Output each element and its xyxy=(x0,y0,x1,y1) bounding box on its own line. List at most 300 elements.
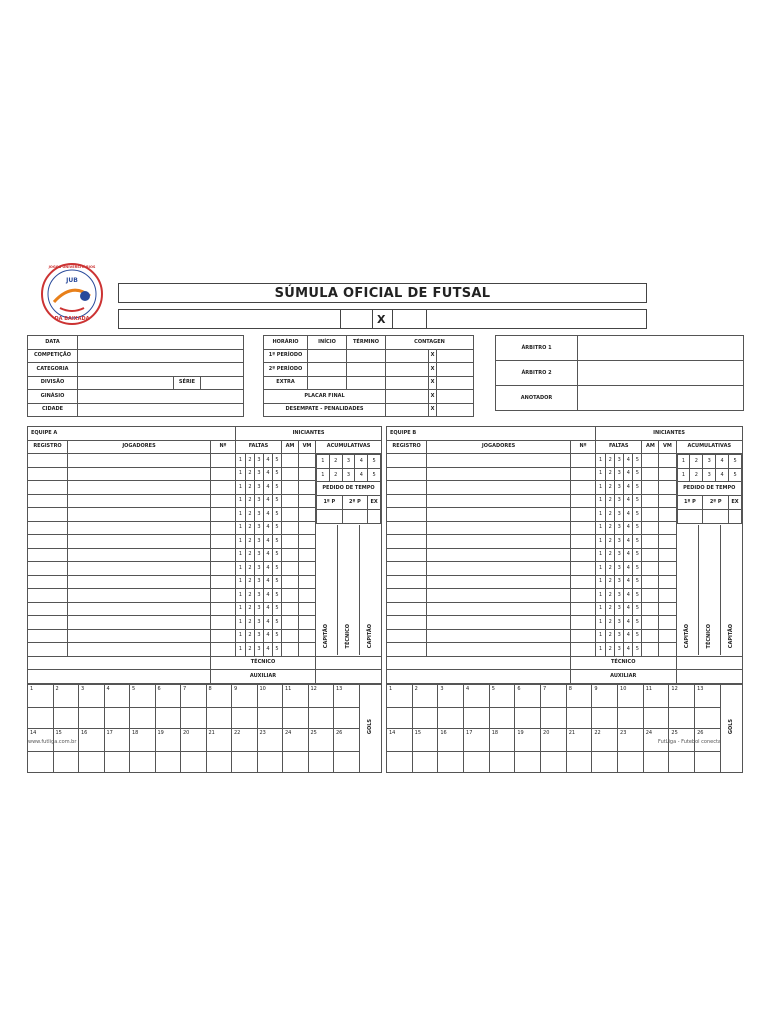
foul-box[interactable]: 2 xyxy=(246,643,255,657)
goal-mark[interactable] xyxy=(53,751,79,772)
goal-box[interactable]: 13 xyxy=(695,684,721,707)
goal-box[interactable]: 14 xyxy=(28,728,54,751)
acumulativa-box[interactable]: 5 xyxy=(729,468,742,482)
acumulativa-box[interactable]: 1 xyxy=(317,455,330,469)
foul-box[interactable]: 2 xyxy=(246,602,255,616)
divisao-field[interactable] xyxy=(78,376,174,390)
jogador-cell[interactable] xyxy=(68,467,211,481)
acumulativa-box[interactable]: 4 xyxy=(355,455,368,469)
registro-cell[interactable] xyxy=(387,521,427,535)
foul-box[interactable]: 3 xyxy=(615,589,624,603)
tecnico-sign[interactable] xyxy=(316,656,382,670)
numero-cell[interactable] xyxy=(570,616,595,630)
foul-box[interactable]: 4 xyxy=(264,602,273,616)
foul-box[interactable]: 5 xyxy=(633,494,642,508)
am-cell[interactable] xyxy=(282,602,299,616)
contagem-b-1p[interactable] xyxy=(437,349,474,363)
foul-box[interactable]: 4 xyxy=(624,494,633,508)
goal-mark[interactable] xyxy=(334,751,360,772)
foul-box[interactable]: 4 xyxy=(624,643,633,657)
goal-box[interactable]: 3 xyxy=(79,684,105,707)
numero-cell[interactable] xyxy=(570,481,595,495)
foul-box[interactable]: 5 xyxy=(633,535,642,549)
goal-mark[interactable] xyxy=(308,751,334,772)
tecnico-name-field[interactable] xyxy=(28,656,211,670)
goal-box[interactable]: 19 xyxy=(515,728,541,751)
registro-cell[interactable] xyxy=(28,535,68,549)
jogador-cell[interactable] xyxy=(427,535,571,549)
numero-cell[interactable] xyxy=(570,454,595,468)
foul-box[interactable]: 5 xyxy=(273,643,282,657)
foul-box[interactable]: 5 xyxy=(273,467,282,481)
cidade-field[interactable] xyxy=(78,403,244,417)
numero-cell[interactable] xyxy=(211,629,236,643)
goal-mark[interactable] xyxy=(232,751,258,772)
registro-cell[interactable] xyxy=(387,467,427,481)
foul-box[interactable]: 3 xyxy=(615,481,624,495)
numero-cell[interactable] xyxy=(211,454,236,468)
am-cell[interactable] xyxy=(282,643,299,657)
numero-cell[interactable] xyxy=(211,616,236,630)
arbitro-2-field[interactable] xyxy=(578,361,744,386)
goal-mark[interactable] xyxy=(541,707,567,728)
foul-box[interactable]: 4 xyxy=(264,535,273,549)
am-cell[interactable] xyxy=(282,562,299,576)
foul-box[interactable]: 2 xyxy=(246,481,255,495)
goal-mark[interactable] xyxy=(669,751,695,772)
goal-box[interactable]: 6 xyxy=(155,684,181,707)
foul-box[interactable]: 2 xyxy=(246,616,255,630)
jogador-cell[interactable] xyxy=(427,508,571,522)
jogador-cell[interactable] xyxy=(68,494,211,508)
goal-box[interactable]: 4 xyxy=(104,684,130,707)
foul-box[interactable]: 4 xyxy=(264,629,273,643)
foul-box[interactable]: 1 xyxy=(236,589,246,603)
goal-box[interactable]: 9 xyxy=(592,684,618,707)
numero-cell[interactable] xyxy=(211,467,236,481)
pedido-2p[interactable] xyxy=(703,509,729,523)
vm-cell[interactable] xyxy=(659,562,676,576)
foul-box[interactable]: 5 xyxy=(273,589,282,603)
vm-cell[interactable] xyxy=(659,521,676,535)
numero-cell[interactable] xyxy=(211,643,236,657)
goal-box[interactable]: 12 xyxy=(669,684,695,707)
am-cell[interactable] xyxy=(642,454,659,468)
foul-box[interactable]: 3 xyxy=(255,643,264,657)
acumulativa-box[interactable]: 2 xyxy=(329,455,342,469)
goal-box[interactable]: 23 xyxy=(257,728,283,751)
goal-box[interactable]: 15 xyxy=(53,728,79,751)
jogador-cell[interactable] xyxy=(427,494,571,508)
desempate-b[interactable] xyxy=(437,403,474,417)
foul-box[interactable]: 4 xyxy=(624,467,633,481)
vm-cell[interactable] xyxy=(299,575,316,589)
numero-cell[interactable] xyxy=(211,508,236,522)
vm-cell[interactable] xyxy=(659,454,676,468)
vm-cell[interactable] xyxy=(659,629,676,643)
jogador-cell[interactable] xyxy=(68,629,211,643)
foul-box[interactable]: 4 xyxy=(264,481,273,495)
acumulativa-box[interactable]: 3 xyxy=(703,468,716,482)
foul-box[interactable]: 5 xyxy=(273,454,282,468)
registro-cell[interactable] xyxy=(387,454,427,468)
foul-box[interactable]: 4 xyxy=(624,454,633,468)
vm-cell[interactable] xyxy=(659,643,676,657)
jogador-cell[interactable] xyxy=(427,467,571,481)
foul-box[interactable]: 4 xyxy=(624,629,633,643)
am-cell[interactable] xyxy=(282,589,299,603)
foul-box[interactable]: 1 xyxy=(236,454,246,468)
numero-cell[interactable] xyxy=(211,494,236,508)
foul-box[interactable]: 5 xyxy=(273,575,282,589)
goal-box[interactable]: 25 xyxy=(669,728,695,751)
foul-box[interactable]: 3 xyxy=(615,562,624,576)
am-cell[interactable] xyxy=(282,467,299,481)
jogador-cell[interactable] xyxy=(68,481,211,495)
vm-cell[interactable] xyxy=(299,454,316,468)
goal-mark[interactable] xyxy=(412,751,438,772)
am-cell[interactable] xyxy=(642,481,659,495)
goal-box[interactable]: 2 xyxy=(53,684,79,707)
vm-cell[interactable] xyxy=(659,467,676,481)
vm-cell[interactable] xyxy=(299,643,316,657)
placar-b[interactable] xyxy=(437,390,474,404)
goal-mark[interactable] xyxy=(643,707,669,728)
goal-box[interactable]: 26 xyxy=(334,728,360,751)
foul-box[interactable]: 4 xyxy=(264,467,273,481)
foul-box[interactable]: 3 xyxy=(255,494,264,508)
vm-cell[interactable] xyxy=(659,616,676,630)
goal-mark[interactable] xyxy=(669,707,695,728)
foul-box[interactable]: 4 xyxy=(624,589,633,603)
jogador-cell[interactable] xyxy=(68,535,211,549)
contagem-b-extra[interactable] xyxy=(437,376,474,390)
foul-box[interactable]: 1 xyxy=(596,602,606,616)
foul-box[interactable]: 1 xyxy=(596,481,606,495)
jogador-cell[interactable] xyxy=(68,454,211,468)
am-cell[interactable] xyxy=(282,548,299,562)
foul-box[interactable]: 2 xyxy=(606,535,615,549)
goal-mark[interactable] xyxy=(308,707,334,728)
registro-cell[interactable] xyxy=(28,589,68,603)
foul-box[interactable]: 1 xyxy=(596,521,606,535)
foul-box[interactable]: 4 xyxy=(264,494,273,508)
foul-box[interactable]: 2 xyxy=(606,562,615,576)
foul-box[interactable]: 4 xyxy=(264,521,273,535)
foul-box[interactable]: 3 xyxy=(615,494,624,508)
foul-box[interactable]: 5 xyxy=(273,548,282,562)
numero-cell[interactable] xyxy=(211,548,236,562)
foul-box[interactable]: 2 xyxy=(606,643,615,657)
foul-box[interactable]: 3 xyxy=(615,575,624,589)
jogador-cell[interactable] xyxy=(427,548,571,562)
foul-box[interactable]: 2 xyxy=(606,589,615,603)
foul-box[interactable]: 3 xyxy=(615,467,624,481)
goal-box[interactable]: 10 xyxy=(618,684,644,707)
foul-box[interactable]: 1 xyxy=(596,589,606,603)
goal-mark[interactable] xyxy=(515,751,541,772)
am-cell[interactable] xyxy=(642,589,659,603)
foul-box[interactable]: 1 xyxy=(596,548,606,562)
goal-box[interactable]: 9 xyxy=(232,684,258,707)
goal-box[interactable]: 23 xyxy=(618,728,644,751)
goal-box[interactable]: 5 xyxy=(489,684,515,707)
numero-cell[interactable] xyxy=(570,535,595,549)
am-cell[interactable] xyxy=(642,467,659,481)
foul-box[interactable]: 2 xyxy=(246,467,255,481)
goal-mark[interactable] xyxy=(387,751,413,772)
goal-box[interactable]: 24 xyxy=(643,728,669,751)
foul-box[interactable]: 5 xyxy=(273,602,282,616)
tecnico-sign[interactable] xyxy=(676,656,742,670)
goal-box[interactable]: 21 xyxy=(566,728,592,751)
numero-cell[interactable] xyxy=(570,467,595,481)
foul-box[interactable]: 3 xyxy=(255,481,264,495)
jogador-cell[interactable] xyxy=(68,643,211,657)
registro-cell[interactable] xyxy=(387,575,427,589)
vm-cell[interactable] xyxy=(299,548,316,562)
numero-cell[interactable] xyxy=(211,521,236,535)
foul-box[interactable]: 2 xyxy=(606,521,615,535)
registro-cell[interactable] xyxy=(387,481,427,495)
foul-box[interactable]: 3 xyxy=(615,616,624,630)
am-cell[interactable] xyxy=(282,575,299,589)
acumulativa-box[interactable]: 4 xyxy=(716,455,729,469)
goal-box[interactable]: 2 xyxy=(412,684,438,707)
foul-box[interactable]: 2 xyxy=(606,575,615,589)
goal-mark[interactable] xyxy=(464,751,490,772)
vm-cell[interactable] xyxy=(299,494,316,508)
foul-box[interactable]: 2 xyxy=(246,562,255,576)
numero-cell[interactable] xyxy=(570,508,595,522)
foul-box[interactable]: 4 xyxy=(264,589,273,603)
vm-cell[interactable] xyxy=(299,535,316,549)
foul-box[interactable]: 4 xyxy=(624,616,633,630)
goal-mark[interactable] xyxy=(53,707,79,728)
foul-box[interactable]: 3 xyxy=(255,602,264,616)
serie-field[interactable] xyxy=(201,376,244,390)
goal-mark[interactable] xyxy=(566,751,592,772)
foul-box[interactable]: 1 xyxy=(596,629,606,643)
acumulativa-box[interactable]: 3 xyxy=(342,468,355,482)
goal-mark[interactable] xyxy=(464,707,490,728)
numero-cell[interactable] xyxy=(211,602,236,616)
registro-cell[interactable] xyxy=(28,467,68,481)
vm-cell[interactable] xyxy=(659,508,676,522)
foul-box[interactable]: 1 xyxy=(236,535,246,549)
foul-box[interactable]: 5 xyxy=(633,616,642,630)
foul-box[interactable]: 2 xyxy=(606,454,615,468)
foul-box[interactable]: 3 xyxy=(255,589,264,603)
foul-box[interactable]: 3 xyxy=(255,629,264,643)
goal-box[interactable]: 18 xyxy=(130,728,156,751)
goal-box[interactable]: 24 xyxy=(283,728,309,751)
jogador-cell[interactable] xyxy=(68,575,211,589)
registro-cell[interactable] xyxy=(387,494,427,508)
foul-box[interactable]: 1 xyxy=(236,602,246,616)
numero-cell[interactable] xyxy=(211,535,236,549)
foul-box[interactable]: 1 xyxy=(596,575,606,589)
registro-cell[interactable] xyxy=(28,481,68,495)
registro-cell[interactable] xyxy=(387,562,427,576)
registro-cell[interactable] xyxy=(28,508,68,522)
goal-box[interactable]: 8 xyxy=(206,684,232,707)
foul-box[interactable]: 4 xyxy=(624,535,633,549)
foul-box[interactable]: 3 xyxy=(615,454,624,468)
vm-cell[interactable] xyxy=(299,629,316,643)
vm-cell[interactable] xyxy=(299,589,316,603)
ginasio-field[interactable] xyxy=(78,390,244,404)
inicio-extra[interactable] xyxy=(308,376,347,390)
foul-box[interactable]: 1 xyxy=(236,481,246,495)
am-cell[interactable] xyxy=(642,629,659,643)
goal-mark[interactable] xyxy=(695,751,721,772)
foul-box[interactable]: 2 xyxy=(246,629,255,643)
registro-cell[interactable] xyxy=(28,602,68,616)
vm-cell[interactable] xyxy=(659,494,676,508)
arbitro-1-field[interactable] xyxy=(578,336,744,361)
goal-box[interactable]: 12 xyxy=(308,684,334,707)
foul-box[interactable]: 3 xyxy=(615,548,624,562)
goal-box[interactable]: 22 xyxy=(592,728,618,751)
numero-cell[interactable] xyxy=(570,548,595,562)
foul-box[interactable]: 3 xyxy=(615,508,624,522)
goal-mark[interactable] xyxy=(104,751,130,772)
jogador-cell[interactable] xyxy=(68,616,211,630)
foul-box[interactable]: 1 xyxy=(236,548,246,562)
registro-cell[interactable] xyxy=(387,643,427,657)
acumulativa-box[interactable]: 2 xyxy=(690,468,703,482)
foul-box[interactable]: 5 xyxy=(633,562,642,576)
foul-box[interactable]: 4 xyxy=(624,602,633,616)
numero-cell[interactable] xyxy=(570,521,595,535)
auxiliar-sign[interactable] xyxy=(316,670,382,684)
am-cell[interactable] xyxy=(282,494,299,508)
numero-cell[interactable] xyxy=(570,589,595,603)
goal-mark[interactable] xyxy=(515,707,541,728)
goal-mark[interactable] xyxy=(618,751,644,772)
foul-box[interactable]: 4 xyxy=(264,562,273,576)
acumulativa-box[interactable]: 1 xyxy=(317,468,330,482)
registro-cell[interactable] xyxy=(387,508,427,522)
goal-box[interactable]: 20 xyxy=(541,728,567,751)
goal-mark[interactable] xyxy=(489,751,515,772)
foul-box[interactable]: 2 xyxy=(606,494,615,508)
foul-box[interactable]: 5 xyxy=(273,616,282,630)
anotador-field[interactable] xyxy=(578,386,744,411)
inicio-1p[interactable] xyxy=(308,349,347,363)
foul-box[interactable]: 2 xyxy=(606,467,615,481)
foul-box[interactable]: 1 xyxy=(236,643,246,657)
registro-cell[interactable] xyxy=(387,629,427,643)
am-cell[interactable] xyxy=(282,481,299,495)
acumulativa-box[interactable]: 5 xyxy=(729,455,742,469)
foul-box[interactable]: 2 xyxy=(246,454,255,468)
numero-cell[interactable] xyxy=(570,643,595,657)
foul-box[interactable]: 2 xyxy=(606,481,615,495)
vm-cell[interactable] xyxy=(299,602,316,616)
goal-mark[interactable] xyxy=(79,751,105,772)
goal-mark[interactable] xyxy=(592,707,618,728)
am-cell[interactable] xyxy=(642,602,659,616)
am-cell[interactable] xyxy=(282,508,299,522)
foul-box[interactable]: 2 xyxy=(246,508,255,522)
goal-mark[interactable] xyxy=(438,751,464,772)
foul-box[interactable]: 5 xyxy=(633,643,642,657)
foul-box[interactable]: 5 xyxy=(273,508,282,522)
acumulativa-box[interactable]: 1 xyxy=(677,468,690,482)
pedido-2p[interactable] xyxy=(342,509,368,523)
foul-box[interactable]: 5 xyxy=(633,508,642,522)
am-cell[interactable] xyxy=(642,535,659,549)
jogador-cell[interactable] xyxy=(68,562,211,576)
foul-box[interactable]: 3 xyxy=(255,535,264,549)
vm-cell[interactable] xyxy=(659,575,676,589)
foul-box[interactable]: 5 xyxy=(633,602,642,616)
registro-cell[interactable] xyxy=(387,602,427,616)
goal-box[interactable]: 11 xyxy=(643,684,669,707)
numero-cell[interactable] xyxy=(211,481,236,495)
jogador-cell[interactable] xyxy=(68,602,211,616)
registro-cell[interactable] xyxy=(387,548,427,562)
pedido-1p[interactable] xyxy=(317,509,343,523)
goal-mark[interactable] xyxy=(257,751,283,772)
jogador-cell[interactable] xyxy=(68,508,211,522)
goal-mark[interactable] xyxy=(206,751,232,772)
foul-box[interactable]: 2 xyxy=(606,629,615,643)
vm-cell[interactable] xyxy=(659,481,676,495)
jogador-cell[interactable] xyxy=(68,548,211,562)
goal-box[interactable]: 22 xyxy=(232,728,258,751)
foul-box[interactable]: 2 xyxy=(246,589,255,603)
termino-extra[interactable] xyxy=(347,376,386,390)
numero-cell[interactable] xyxy=(211,589,236,603)
foul-box[interactable]: 1 xyxy=(596,535,606,549)
foul-box[interactable]: 2 xyxy=(606,616,615,630)
registro-cell[interactable] xyxy=(387,535,427,549)
jogador-cell[interactable] xyxy=(427,521,571,535)
goal-box[interactable]: 17 xyxy=(464,728,490,751)
vm-cell[interactable] xyxy=(659,602,676,616)
foul-box[interactable]: 2 xyxy=(246,575,255,589)
numero-cell[interactable] xyxy=(570,629,595,643)
goal-mark[interactable] xyxy=(541,751,567,772)
auxiliar-name-field[interactable] xyxy=(387,670,571,684)
foul-box[interactable]: 3 xyxy=(255,467,264,481)
goal-box[interactable]: 18 xyxy=(489,728,515,751)
registro-cell[interactable] xyxy=(28,616,68,630)
foul-box[interactable]: 2 xyxy=(606,508,615,522)
foul-box[interactable]: 1 xyxy=(236,521,246,535)
foul-box[interactable]: 5 xyxy=(273,535,282,549)
foul-box[interactable]: 4 xyxy=(264,548,273,562)
foul-box[interactable]: 1 xyxy=(236,494,246,508)
foul-box[interactable]: 5 xyxy=(273,562,282,576)
acumulativa-box[interactable]: 3 xyxy=(703,455,716,469)
goal-box[interactable]: 20 xyxy=(181,728,207,751)
foul-box[interactable]: 1 xyxy=(596,454,606,468)
am-cell[interactable] xyxy=(282,629,299,643)
foul-box[interactable]: 5 xyxy=(633,548,642,562)
pedido-1p[interactable] xyxy=(677,509,703,523)
goal-mark[interactable] xyxy=(283,707,309,728)
foul-box[interactable]: 5 xyxy=(633,575,642,589)
jogador-cell[interactable] xyxy=(427,562,571,576)
numero-cell[interactable] xyxy=(570,562,595,576)
foul-box[interactable]: 5 xyxy=(273,521,282,535)
goal-mark[interactable] xyxy=(79,707,105,728)
goal-box[interactable]: 13 xyxy=(334,684,360,707)
